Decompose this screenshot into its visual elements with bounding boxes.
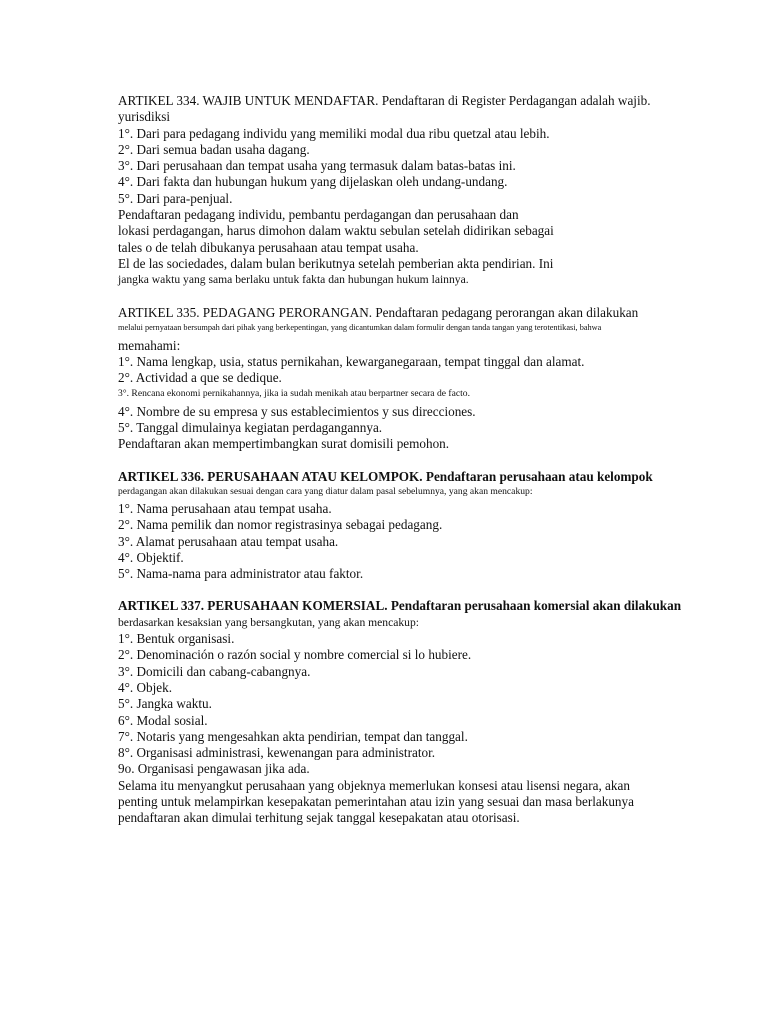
- article-336-intro: Pendaftaran perusahaan atau kelompok: [422, 468, 653, 484]
- article-335-item-2: 2°. Actividad a que se dedique.: [118, 370, 282, 386]
- article-334-item-3: 3°. Dari perusahaan dan tempat usaha yang termasuk dalam batas-batas ini.: [118, 158, 516, 174]
- article-335-title: ARTIKEL 335. PEDAGANG PERORANGAN.: [118, 304, 373, 320]
- article-336-heading-line: [118, 469, 738, 485]
- article-335-item-1: 1°. Nama lengkap, usia, status pernikahan, kewarganegaraan, tempat tinggal dan alamat.: [118, 354, 585, 370]
- article-334-intro: Pendaftaran di Register Perdagangan adalah wajib.: [378, 93, 651, 108]
- article-334-paragraph-line-4: El de las sociedades, dalam bulan berikutnya setelah pemberian akta pendirian. Ini: [118, 255, 554, 271]
- article-336-item-5: 5°. Nama-nama para administrator atau faktor.: [118, 566, 364, 582]
- article-334-paragraph-line-2: lokasi perdagangan, harus dimohon dalam waktu sebulan setelah didirikan sebagai: [118, 223, 554, 239]
- article-337-item-2: 2°. Denominación o razón social y nombre comercial si lo hubiere.: [118, 647, 472, 663]
- article-337-heading-line: [118, 598, 738, 614]
- section-spacer: [118, 289, 738, 305]
- article-337: [118, 598, 738, 826]
- article-337-item-7: 7°. Notaris yang mengesahkan akta pendirian, tempat dan tanggal.: [118, 728, 468, 744]
- article-334-heading-line: [118, 93, 738, 109]
- article-335-item-3: 3°. Rencana ekonomi pernikahannya, jika ia sudah menikah atau berpartner secara de facto.: [118, 387, 470, 399]
- article-337-item-6: 6°. Modal sosial.: [118, 712, 208, 728]
- article-334-title: ARTIKEL 334. WAJIB UNTUK MENDAFTAR.: [118, 93, 379, 108]
- article-334-item-1: 1°. Dari para pedagang individu yang memiliki modal dua ribu quetzal atau lebih.: [118, 125, 550, 141]
- article-336-item-4: 4°. Objektif.: [118, 549, 184, 565]
- article-337-intro: Pendaftaran perusahaan komersial akan dilakukan: [387, 598, 682, 614]
- article-337-title: ARTIKEL 337. PERUSAHAAN KOMERSIAL.: [118, 598, 388, 614]
- article-337-paragraph-line-2: penting untuk melampirkan kesepakatan pemerintahan atau izin yang sesuai dan masa berlakunya: [118, 793, 634, 809]
- article-334-item-2: 2°. Dari semua badan usaha dagang.: [118, 141, 310, 157]
- article-335-heading-line: [118, 305, 738, 321]
- article-334-paragraph-line-1: Pendaftaran pedagang individu, pembantu perdagangan dan perusahaan dan: [118, 207, 519, 223]
- article-335-closing: Pendaftaran akan mempertimbangkan surat domisili pemohon.: [118, 436, 450, 452]
- article-337-paragraph-line-1: Selama itu menyangkut perusahaan yang objeknya memerlukan konsesi atau lisensi negara, akan: [118, 777, 630, 793]
- article-334-item-5: 5°. Dari para-penjual.: [118, 190, 233, 206]
- section-spacer: [118, 582, 738, 598]
- article-335-item-5: 5°. Tanggal dimulainya kegiatan perdagangannya.: [118, 420, 383, 436]
- article-335: [118, 305, 738, 453]
- article-334-item-4: 4°. Dari fakta dan hubungan hukum yang dijelaskan oleh undang-undang.: [118, 174, 508, 190]
- article-337-item-1: 1°. Bentuk organisasi.: [118, 631, 235, 647]
- article-334-intro-continued: yurisdiksi: [118, 109, 171, 125]
- article-337-item-4: 4°. Objek.: [118, 679, 172, 695]
- article-337-paragraph-line-3: pendaftaran akan dimulai terhitung sejak tanggal kesepakatan atau otorisasi.: [118, 810, 520, 826]
- article-336-intro-continued: perdagangan akan dilakukan sesuai dengan cara yang diatur dalam pasal sebelumnya, yang akan mencakup:: [118, 485, 533, 497]
- article-335-item-4: 4°. Nombre de su empresa y sus establecimientos y sus direcciones.: [118, 403, 476, 419]
- article-337-item-5: 5°. Jangka waktu.: [118, 696, 212, 712]
- article-334-paragraph-line-5: jangka waktu yang sama berlaku untuk fakta dan hubungan hukum lainnya.: [118, 273, 469, 287]
- article-334-paragraph-line-3: tales o de telah dibukanya perusahaan atau tempat usaha.: [118, 239, 419, 255]
- article-335-intro-end: memahami:: [118, 337, 181, 353]
- article-337-intro-continued: berdasarkan kesaksian yang bersangkutan, yang akan mencakup:: [118, 615, 420, 629]
- article-335-intro: Pendaftaran pedagang perorangan akan dilakukan: [372, 304, 639, 320]
- article-336-item-1: 1°. Nama perusahaan atau tempat usaha.: [118, 500, 332, 516]
- article-336-title: ARTIKEL 336. PERUSAHAAN ATAU KELOMPOK.: [118, 468, 423, 484]
- article-336: [118, 469, 738, 583]
- document-body: [118, 93, 738, 827]
- article-337-item-8: 8°. Organisasi administrasi, kewenangan para administrator.: [118, 745, 436, 761]
- article-337-item-3: 3°. Domicili dan cabang-cabangnya.: [118, 663, 311, 679]
- article-335-intro-continued: melalui pernyataan bersumpah dari pihak yang berkepentingan, yang dicantumkan dalam formulir dengan tanda tangan yang terotentikasi, bahwa: [118, 322, 602, 332]
- section-spacer: [118, 453, 738, 469]
- article-334: [118, 93, 738, 289]
- article-336-item-2: 2°. Nama pemilik dan nomor registrasinya sebagai pedagang.: [118, 517, 443, 533]
- article-337-item-9: 9o. Organisasi pengawasan jika ada.: [118, 761, 310, 777]
- article-336-item-3: 3°. Alamat perusahaan atau tempat usaha.: [118, 533, 339, 549]
